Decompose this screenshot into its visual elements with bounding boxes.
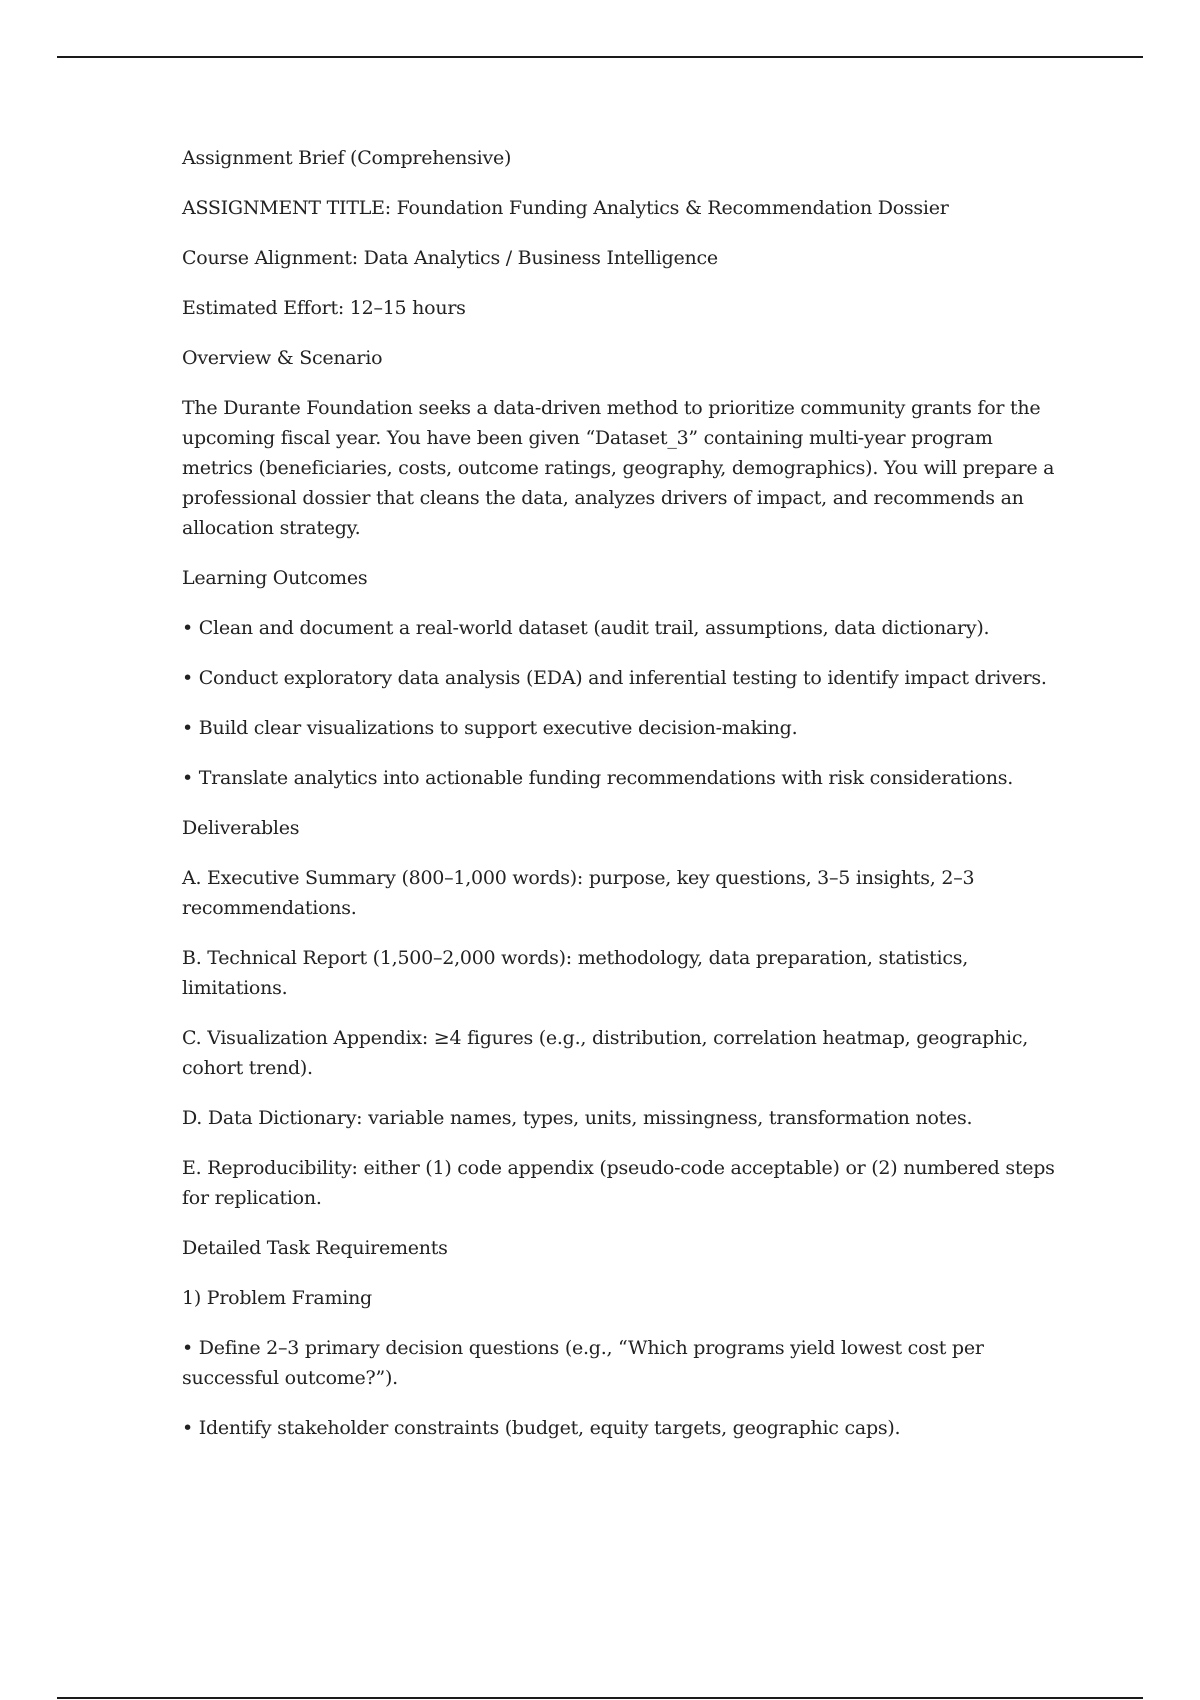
deliverable-item: B. Technical Report (1,500–2,000 words): methodology, data preparation, statistics, limitations. [182,947,969,999]
learning-outcome-item: • Translate analytics into actionable funding recommendations with risk considerations. [182,767,1013,789]
deliverable-item: E. Reproducibility: either (1) code appendix (pseudo-code acceptable) or (2) numbered steps for replication. [182,1157,1055,1209]
requirement-item: • Define 2–3 primary decision questions (e.g., “Which programs yield lowest cost per successful outcome?”). [182,1337,984,1389]
deliverable-item: A. Executive Summary (800–1,000 words): purpose, key questions, 3–5 insights, 2–3 recommendations. [182,867,975,919]
estimated-effort: Estimated Effort: 12–15 hours [182,297,466,319]
deliverable-item: D. Data Dictionary: variable names, types, units, missingness, transformation notes. [182,1107,973,1129]
section-heading-task-requirements: Detailed Task Requirements [182,1237,448,1259]
assignment-title: ASSIGNMENT TITLE: Foundation Funding Analytics & Recommendation Dossier [182,197,949,219]
overview-paragraph: The Durante Foundation seeks a data-driven method to prioritize community grants for the upcoming fiscal year. You have been given “Dataset_3” containing multi-year program metrics (beneficiaries, costs, outcome ratings, geography, demographics). You will prepare a professional dossier that cleans the data, analyzes drivers of impact, and recommends an allocation strategy. [182,397,1055,539]
section-heading-deliverables: Deliverables [182,817,300,839]
learning-outcome-item: • Clean and document a real-world dataset (audit trail, assumptions, data dictionary). [182,617,990,639]
deliverable-item: C. Visualization Appendix: ≥4 figures (e.g., distribution, correlation heatmap, geographic, cohort trend). [182,1027,1029,1079]
subsection-heading-problem-framing: 1) Problem Framing [182,1287,372,1309]
section-heading-overview: Overview & Scenario [182,347,383,369]
header-rule [57,56,1143,58]
learning-outcome-item: • Build clear visualizations to support executive decision-making. [182,717,798,739]
document-body [182,143,1062,1463]
section-heading-learning-outcomes: Learning Outcomes [182,567,368,589]
requirement-item: • Identify stakeholder constraints (budget, equity targets, geographic caps). [182,1417,901,1439]
course-alignment: Course Alignment: Data Analytics / Business Intelligence [182,247,718,269]
brief-label: Assignment Brief (Comprehensive) [182,147,512,169]
learning-outcome-item: • Conduct exploratory data analysis (EDA) and inferential testing to identify impact drivers. [182,667,1047,689]
footer-rule [57,1697,1143,1699]
